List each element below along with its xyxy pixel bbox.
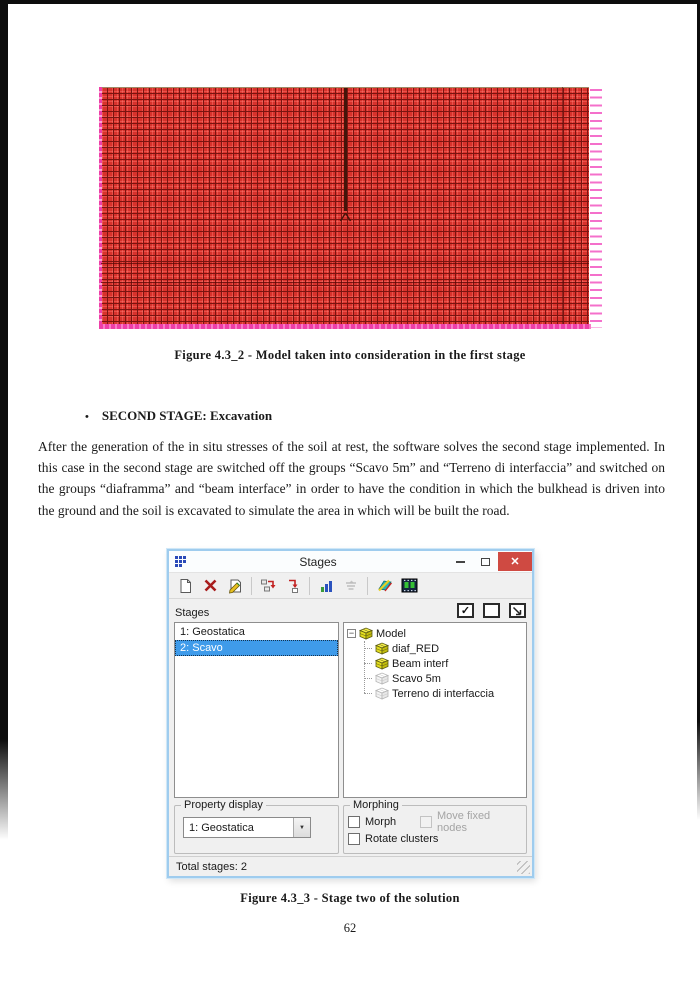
group-tree [343,622,527,798]
tree-branch-line [364,678,372,679]
section-heading: SECOND STAGE: Excavation [101,408,273,423]
tree-item-label: Scavo 5m [392,672,441,685]
move-fixed-nodes-checkbox [420,816,432,828]
stage-chart-button[interactable] [317,577,335,595]
tree-item-inactive[interactable] [347,686,526,701]
edit-stage-button[interactable] [226,577,244,595]
close-icon: ✕ [510,556,520,568]
close-button[interactable] [498,552,532,571]
dialog-bottom-groups [169,798,532,856]
dialog-titlebar[interactable] [169,551,532,572]
tree-root-label: Model [376,627,406,640]
toggle-arrow-icon [512,606,523,616]
animation-button[interactable] [400,577,418,595]
display-style-button[interactable] [375,577,393,595]
morph-checkbox[interactable] [348,816,360,828]
check-all-button[interactable] [457,603,474,618]
minimize-icon [456,561,465,563]
soil-layer-line-2 [101,282,589,283]
morphing-group [343,799,527,854]
move-fixed-nodes-label: Move fixed nodes [436,809,491,834]
mesh-group-cube-icon-off [375,672,389,685]
stages-panel-label: Stages [175,607,210,619]
tree-branch-line [364,648,372,649]
maximize-icon [481,558,490,566]
copy-stage-icon [260,578,277,594]
toggle-check-button[interactable] [509,603,526,618]
tree-root-row[interactable] [347,626,526,641]
stage-list-item-selected[interactable]: 2: Scavo [175,640,338,656]
dialog-toolbar [169,572,532,599]
toolbar-separator [367,577,368,595]
diaphragm-tip-fork [339,209,352,227]
stage-list [174,622,339,798]
stages-subheader [169,599,532,622]
dropdown-value: 1: Geostatica [189,821,254,834]
status-text: Total stages: 2 [176,860,247,873]
mesh-group-cube-icon [375,642,389,655]
copy-stage-button[interactable] [259,577,277,595]
mesh-inner-vertical-line [562,87,563,328]
maximize-button[interactable] [473,553,498,570]
paste-stage-icon [286,578,301,594]
resize-grip[interactable] [517,861,530,874]
tree-connector-line [364,641,365,693]
rotate-clusters-label: Rotate clusters [365,832,439,845]
property-display-label: Property display [184,799,263,811]
reorder-icon [344,579,359,593]
bullet-icon: • [85,411,89,423]
mesh-group-cube-icon-off [375,687,389,700]
morphing-label: Morphing [353,799,399,811]
new-stage-button[interactable] [176,577,194,595]
display-style-icon [376,578,393,593]
body-paragraph: After the generation of the in situ stresses of the soil at rest, the software solves the second stage implemented. In this case in the second stage are switched off the groups “Scavo 5m” and “Terreno di interfaccia” and switched on the groups “diaframma” and “beam interface” in order to have the condition in which the bulkhead is driven into the ground and the soil is excavated to simulate the area in which will be built the road. [38,439,665,518]
toolbar-separator [309,577,310,595]
new-page-icon [178,578,193,594]
bar-chart-icon [319,578,334,593]
tree-branch-line [364,663,372,664]
fem-mesh-figure [101,87,603,330]
property-display-dropdown[interactable] [183,817,311,838]
tree-collapse-box[interactable]: − [348,628,355,638]
dialog-panels [169,622,532,798]
right-boundary-ticks [590,89,602,328]
uncheck-all-button[interactable] [483,603,500,618]
dialog-title: Stages [299,554,337,569]
tree-item-inactive[interactable] [347,671,526,686]
tree-item-label: Beam interf [392,657,449,670]
scan-border-top [0,0,700,4]
edit-page-icon [227,578,243,594]
dropdown-arrow-icon: ▼ [293,818,310,837]
reorder-stages-button [342,577,360,595]
stage-list-item[interactable]: 1: Geostatica [180,626,245,638]
scan-border-left [0,0,8,840]
tree-item[interactable] [347,641,526,656]
mesh-group-cube-icon [359,627,373,640]
bottom-boundary-line [99,324,591,329]
delete-stage-button[interactable] [201,577,219,595]
check-icon: ✓ [460,605,471,617]
app-icon [174,555,188,568]
section-bullet-row [85,408,272,424]
page-number: 62 [343,921,357,935]
mesh-group-cube-icon [375,657,389,670]
left-boundary-line [99,87,102,328]
toolbar-separator [251,577,252,595]
tree-item-label: diaf_RED [392,642,440,655]
delete-x-icon [203,578,218,593]
property-display-group [174,799,339,854]
tree-item[interactable] [347,656,526,671]
rotate-clusters-checkbox[interactable] [348,833,360,845]
soil-layer-line-1 [101,263,589,264]
figure2-caption: Figure 4.3_3 - Stage two of the solution [240,891,460,905]
dialog-statusbar [169,856,532,876]
morph-checkbox-label: Morph [365,815,397,828]
minimize-button[interactable] [448,553,473,570]
diaphragm-wall-line [344,88,347,211]
figure1-caption: Figure 4.3_2 - Model taken into consideration in the first stage [174,348,526,362]
tree-branch-line [364,693,372,694]
tree-item-label: Terreno di interfaccia [392,687,495,700]
paste-stage-button[interactable] [284,577,302,595]
animation-icon [401,578,418,593]
stages-dialog [167,549,534,878]
